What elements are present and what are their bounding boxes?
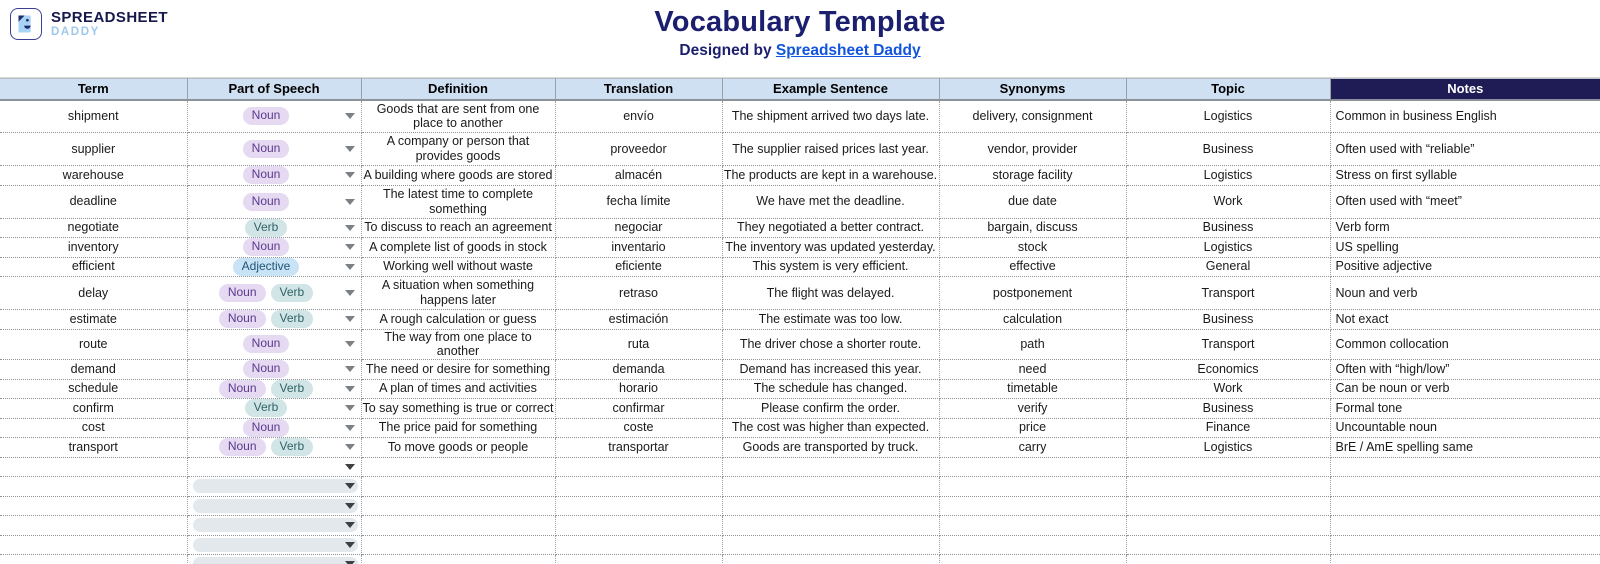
cell-synonyms[interactable]: timetable bbox=[939, 379, 1126, 399]
pos-chip: Adjective bbox=[233, 258, 300, 276]
chevron-down-icon[interactable] bbox=[345, 405, 355, 411]
table-row-empty[interactable] bbox=[0, 555, 1600, 564]
pos-chip-group bbox=[194, 438, 339, 456]
cell-sentence[interactable] bbox=[722, 516, 939, 536]
cell-synonyms[interactable]: bargain, discuss bbox=[939, 218, 1126, 238]
cell-sentence[interactable]: This system is very efficient. bbox=[722, 257, 939, 277]
cell-topic[interactable]: General bbox=[1126, 257, 1330, 277]
chevron-down-icon[interactable] bbox=[345, 264, 355, 270]
cell-term[interactable]: delay bbox=[0, 277, 187, 310]
cell-notes[interactable] bbox=[1330, 555, 1600, 564]
cell-sentence[interactable]: The schedule has changed. bbox=[722, 379, 939, 399]
cell-topic[interactable]: Work bbox=[1126, 185, 1330, 218]
cell-definition[interactable]: To say something is true or correct bbox=[361, 399, 555, 419]
cell-sentence[interactable]: They negotiated a better contract. bbox=[722, 218, 939, 238]
cell-part-of-speech[interactable] bbox=[187, 133, 361, 166]
cell-sentence[interactable]: The inventory was updated yesterday. bbox=[722, 238, 939, 258]
cell-sentence[interactable] bbox=[722, 457, 939, 477]
column-header-pos[interactable]: Part of Speech bbox=[187, 79, 361, 100]
column-header-term[interactable]: Term bbox=[0, 79, 187, 100]
cell-translation[interactable]: confirmar bbox=[555, 399, 722, 419]
pos-chip: Verb bbox=[245, 219, 288, 237]
pos-chip: Noun bbox=[243, 107, 290, 125]
cell-notes[interactable]: Uncountable noun bbox=[1330, 418, 1600, 438]
column-header-topic[interactable]: Topic bbox=[1126, 79, 1330, 100]
cell-sentence[interactable]: The estimate was too low. bbox=[722, 310, 939, 330]
pos-chip-group bbox=[194, 360, 339, 378]
pos-dropdown-placeholder[interactable] bbox=[193, 557, 358, 564]
cell-term[interactable] bbox=[0, 555, 187, 564]
cell-definition[interactable]: A complete list of goods in stock bbox=[361, 238, 555, 258]
cell-translation[interactable]: almacén bbox=[555, 166, 722, 186]
cell-term[interactable]: cost bbox=[0, 418, 187, 438]
table-row[interactable] bbox=[0, 133, 1600, 166]
cell-synonyms[interactable]: storage facility bbox=[939, 166, 1126, 186]
table-row[interactable] bbox=[0, 310, 1600, 330]
cell-definition[interactable]: To move goods or people bbox=[361, 438, 555, 458]
table-row-empty[interactable] bbox=[0, 457, 1600, 477]
cell-definition[interactable]: The need or desire for something bbox=[361, 360, 555, 380]
pos-chip-group bbox=[194, 419, 339, 437]
cell-notes[interactable]: US spelling bbox=[1330, 238, 1600, 258]
cell-synonyms[interactable]: verify bbox=[939, 399, 1126, 419]
cell-synonyms[interactable] bbox=[939, 457, 1126, 477]
cell-synonyms[interactable]: need bbox=[939, 360, 1126, 380]
cell-translation[interactable] bbox=[555, 516, 722, 536]
pos-chip-group bbox=[194, 219, 339, 237]
cell-term[interactable]: inventory bbox=[0, 238, 187, 258]
pos-chip-group bbox=[194, 107, 339, 125]
cell-part-of-speech[interactable] bbox=[187, 238, 361, 258]
table-row-empty[interactable] bbox=[0, 477, 1600, 497]
cell-definition[interactable]: The latest time to complete something bbox=[361, 185, 555, 218]
cell-definition[interactable]: The price paid for something bbox=[361, 418, 555, 438]
cell-term[interactable]: confirm bbox=[0, 399, 187, 419]
cell-topic[interactable]: Transport bbox=[1126, 277, 1330, 310]
cell-topic[interactable]: Economics bbox=[1126, 360, 1330, 380]
cell-sentence[interactable] bbox=[722, 477, 939, 497]
cell-part-of-speech[interactable] bbox=[187, 496, 361, 516]
pos-chip: Noun bbox=[243, 335, 290, 353]
cell-part-of-speech[interactable] bbox=[187, 100, 361, 133]
cell-notes[interactable]: BrE / AmE spelling same bbox=[1330, 438, 1600, 458]
pos-chip: Verb bbox=[271, 284, 314, 302]
cell-synonyms[interactable]: effective bbox=[939, 257, 1126, 277]
cell-part-of-speech[interactable] bbox=[187, 477, 361, 497]
cell-notes[interactable]: Can be noun or verb bbox=[1330, 379, 1600, 399]
pos-dropdown-placeholder[interactable] bbox=[193, 518, 358, 532]
cell-translation[interactable]: ruta bbox=[555, 329, 722, 360]
table-header-row bbox=[0, 79, 1600, 100]
cell-topic[interactable] bbox=[1126, 516, 1330, 536]
cell-term[interactable]: deadline bbox=[0, 185, 187, 218]
cell-topic[interactable]: Transport bbox=[1126, 329, 1330, 360]
chevron-down-icon[interactable] bbox=[345, 542, 355, 548]
pos-chip-group bbox=[194, 380, 339, 398]
cell-definition[interactable]: The way from one place to another bbox=[361, 329, 555, 360]
pos-chip-group bbox=[194, 310, 339, 328]
pos-chip: Noun bbox=[243, 360, 290, 378]
chevron-down-icon[interactable] bbox=[345, 316, 355, 322]
cell-synonyms[interactable] bbox=[939, 516, 1126, 536]
cell-term[interactable]: warehouse bbox=[0, 166, 187, 186]
table-row-empty[interactable] bbox=[0, 496, 1600, 516]
cell-term[interactable]: route bbox=[0, 329, 187, 360]
cell-sentence[interactable]: The flight was delayed. bbox=[722, 277, 939, 310]
pos-chip-group bbox=[194, 399, 339, 417]
table-row[interactable] bbox=[0, 277, 1600, 310]
table-body bbox=[0, 100, 1600, 564]
cell-part-of-speech[interactable] bbox=[187, 535, 361, 555]
cell-term[interactable]: efficient bbox=[0, 257, 187, 277]
cell-term[interactable]: demand bbox=[0, 360, 187, 380]
cell-notes[interactable]: Formal tone bbox=[1330, 399, 1600, 419]
table-row[interactable] bbox=[0, 218, 1600, 238]
chevron-down-icon[interactable] bbox=[345, 290, 355, 296]
cell-synonyms[interactable]: calculation bbox=[939, 310, 1126, 330]
pos-dropdown-placeholder[interactable] bbox=[193, 538, 358, 552]
cell-definition[interactable]: Working well without waste bbox=[361, 257, 555, 277]
cell-part-of-speech[interactable] bbox=[187, 257, 361, 277]
table-row-empty[interactable] bbox=[0, 516, 1600, 536]
cell-definition[interactable] bbox=[361, 535, 555, 555]
table-row[interactable] bbox=[0, 329, 1600, 360]
cell-translation[interactable] bbox=[555, 496, 722, 516]
table-row[interactable] bbox=[0, 166, 1600, 186]
cell-term[interactable]: transport bbox=[0, 438, 187, 458]
chevron-down-icon[interactable] bbox=[345, 425, 355, 431]
cell-topic[interactable] bbox=[1126, 535, 1330, 555]
cell-term[interactable] bbox=[0, 496, 187, 516]
table-row-empty[interactable] bbox=[0, 535, 1600, 555]
cell-sentence[interactable] bbox=[722, 535, 939, 555]
chevron-down-icon[interactable] bbox=[345, 522, 355, 528]
cell-topic[interactable] bbox=[1126, 496, 1330, 516]
chevron-down-icon[interactable] bbox=[345, 341, 355, 347]
pos-chip-group bbox=[194, 258, 339, 276]
pos-chip: Verb bbox=[271, 380, 314, 398]
table-row[interactable] bbox=[0, 185, 1600, 218]
cell-part-of-speech[interactable] bbox=[187, 277, 361, 310]
cell-term[interactable] bbox=[0, 457, 187, 477]
chevron-down-icon[interactable] bbox=[345, 366, 355, 372]
pos-chip-group bbox=[194, 140, 339, 158]
cell-sentence[interactable]: The driver chose a shorter route. bbox=[722, 329, 939, 360]
cell-translation[interactable]: eficiente bbox=[555, 257, 722, 277]
cell-term[interactable]: negotiate bbox=[0, 218, 187, 238]
table-row[interactable] bbox=[0, 360, 1600, 380]
cell-translation[interactable]: transportar bbox=[555, 438, 722, 458]
cell-sentence[interactable]: Demand has increased this year. bbox=[722, 360, 939, 380]
table-row[interactable] bbox=[0, 238, 1600, 258]
table-row[interactable] bbox=[0, 438, 1600, 458]
cell-definition[interactable]: A building where goods are stored bbox=[361, 166, 555, 186]
pos-dropdown-placeholder[interactable] bbox=[193, 499, 358, 513]
cell-sentence[interactable] bbox=[722, 496, 939, 516]
cell-part-of-speech[interactable] bbox=[187, 555, 361, 564]
chevron-down-icon[interactable] bbox=[345, 464, 355, 470]
chevron-down-icon[interactable] bbox=[345, 503, 355, 509]
cell-part-of-speech[interactable] bbox=[187, 329, 361, 360]
cell-topic[interactable] bbox=[1126, 457, 1330, 477]
pos-chip: Noun bbox=[243, 238, 290, 256]
table-row[interactable] bbox=[0, 418, 1600, 438]
cell-topic[interactable] bbox=[1126, 477, 1330, 497]
cell-synonyms[interactable]: vendor, provider bbox=[939, 133, 1126, 166]
pos-chip: Noun bbox=[219, 284, 266, 302]
cell-translation[interactable] bbox=[555, 535, 722, 555]
cell-translation[interactable]: negociar bbox=[555, 218, 722, 238]
cell-notes[interactable]: Often used with “meet” bbox=[1330, 185, 1600, 218]
table-row[interactable] bbox=[0, 379, 1600, 399]
column-header-translation[interactable]: Translation bbox=[555, 79, 722, 100]
column-header-notes[interactable]: Notes bbox=[1330, 79, 1600, 100]
cell-notes[interactable]: Stress on first syllable bbox=[1330, 166, 1600, 186]
cell-definition[interactable]: A company or person that provides goods bbox=[361, 133, 555, 166]
cell-term[interactable]: supplier bbox=[0, 133, 187, 166]
cell-sentence[interactable] bbox=[722, 555, 939, 564]
chevron-down-icon[interactable] bbox=[345, 444, 355, 450]
chevron-down-icon[interactable] bbox=[345, 225, 355, 231]
cell-part-of-speech[interactable] bbox=[187, 418, 361, 438]
cell-topic[interactable]: Finance bbox=[1126, 418, 1330, 438]
cell-notes[interactable]: Not exact bbox=[1330, 310, 1600, 330]
cell-topic[interactable]: Work bbox=[1126, 379, 1330, 399]
cell-translation[interactable]: estimación bbox=[555, 310, 722, 330]
pos-dropdown-placeholder[interactable] bbox=[193, 479, 358, 493]
cell-notes[interactable] bbox=[1330, 496, 1600, 516]
cell-definition[interactable] bbox=[361, 477, 555, 497]
cell-translation[interactable]: retraso bbox=[555, 277, 722, 310]
cell-topic[interactable]: Logistics bbox=[1126, 438, 1330, 458]
cell-topic[interactable]: Logistics bbox=[1126, 238, 1330, 258]
cell-synonyms[interactable]: path bbox=[939, 329, 1126, 360]
cell-sentence[interactable]: Please confirm the order. bbox=[722, 399, 939, 419]
cell-synonyms[interactable]: stock bbox=[939, 238, 1126, 258]
cell-part-of-speech[interactable] bbox=[187, 379, 361, 399]
pos-chip: Verb bbox=[245, 399, 288, 417]
cell-sentence[interactable]: The supplier raised prices last year. bbox=[722, 133, 939, 166]
cell-definition[interactable] bbox=[361, 516, 555, 536]
cell-notes[interactable]: Often with “high/low” bbox=[1330, 360, 1600, 380]
cell-notes[interactable]: Often used with “reliable” bbox=[1330, 133, 1600, 166]
pos-chip-group bbox=[194, 335, 339, 353]
cell-topic[interactable]: Business bbox=[1126, 218, 1330, 238]
cell-topic[interactable]: Business bbox=[1126, 310, 1330, 330]
table-row[interactable] bbox=[0, 399, 1600, 419]
cell-translation[interactable] bbox=[555, 457, 722, 477]
cell-term[interactable] bbox=[0, 535, 187, 555]
cell-translation[interactable]: inventario bbox=[555, 238, 722, 258]
chevron-down-icon[interactable] bbox=[345, 386, 355, 392]
cell-definition[interactable]: Goods that are sent from one place to another bbox=[361, 100, 555, 133]
pos-chip: Noun bbox=[219, 438, 266, 456]
cell-topic[interactable] bbox=[1126, 555, 1330, 564]
cell-synonyms[interactable]: carry bbox=[939, 438, 1126, 458]
cell-notes[interactable]: Common collocation bbox=[1330, 329, 1600, 360]
cell-translation[interactable]: coste bbox=[555, 418, 722, 438]
cell-part-of-speech[interactable] bbox=[187, 438, 361, 458]
cell-part-of-speech[interactable] bbox=[187, 360, 361, 380]
spreadsheet-daddy-link[interactable]: Spreadsheet Daddy bbox=[775, 42, 921, 60]
cell-term[interactable]: shipment bbox=[0, 100, 187, 133]
cell-topic[interactable]: Business bbox=[1126, 399, 1330, 419]
cell-translation[interactable]: fecha límite bbox=[555, 185, 722, 218]
column-header-definition[interactable]: Definition bbox=[361, 79, 555, 100]
cell-definition[interactable]: To discuss to reach an agreement bbox=[361, 218, 555, 238]
cell-part-of-speech[interactable] bbox=[187, 516, 361, 536]
pos-chip: Noun bbox=[243, 193, 290, 211]
cell-part-of-speech[interactable] bbox=[187, 185, 361, 218]
brand-name-primary: SPREADSHEET bbox=[51, 9, 168, 27]
cell-part-of-speech[interactable] bbox=[187, 166, 361, 186]
pos-chip: Noun bbox=[243, 140, 290, 158]
cell-definition[interactable] bbox=[361, 555, 555, 564]
chevron-down-icon[interactable] bbox=[345, 199, 355, 205]
cell-synonyms[interactable]: price bbox=[939, 418, 1126, 438]
cell-notes[interactable]: Positive adjective bbox=[1330, 257, 1600, 277]
cell-synonyms[interactable] bbox=[939, 555, 1126, 564]
cell-definition[interactable] bbox=[361, 457, 555, 477]
cell-part-of-speech[interactable] bbox=[187, 218, 361, 238]
pos-chip-group bbox=[194, 193, 339, 211]
column-header-synonyms[interactable]: Synonyms bbox=[939, 79, 1126, 100]
cell-notes[interactable] bbox=[1330, 535, 1600, 555]
cell-part-of-speech[interactable] bbox=[187, 457, 361, 477]
cell-synonyms[interactable]: delivery, consignment bbox=[939, 100, 1126, 133]
cell-synonyms[interactable]: postponement bbox=[939, 277, 1126, 310]
cell-synonyms[interactable] bbox=[939, 496, 1126, 516]
cell-notes[interactable] bbox=[1330, 457, 1600, 477]
pos-chip-group bbox=[194, 238, 339, 256]
cell-sentence[interactable]: Goods are transported by truck. bbox=[722, 438, 939, 458]
chevron-down-icon[interactable] bbox=[345, 146, 355, 152]
cell-translation[interactable]: demanda bbox=[555, 360, 722, 380]
cell-term[interactable]: schedule bbox=[0, 379, 187, 399]
cell-term[interactable]: estimate bbox=[0, 310, 187, 330]
pos-chip: Verb bbox=[271, 310, 314, 328]
cell-translation[interactable] bbox=[555, 555, 722, 564]
cell-topic[interactable]: Business bbox=[1126, 133, 1330, 166]
cell-definition[interactable]: A plan of times and activities bbox=[361, 379, 555, 399]
pos-chip: Noun bbox=[243, 166, 290, 184]
cell-translation[interactable]: horario bbox=[555, 379, 722, 399]
pos-chip: Noun bbox=[243, 419, 290, 437]
cell-part-of-speech[interactable] bbox=[187, 399, 361, 419]
cell-notes[interactable]: Noun and verb bbox=[1330, 277, 1600, 310]
cell-part-of-speech[interactable] bbox=[187, 310, 361, 330]
cell-sentence[interactable]: The cost was higher than expected. bbox=[722, 418, 939, 438]
page-title: Vocabulary Template bbox=[654, 6, 946, 38]
cell-topic[interactable]: Logistics bbox=[1126, 166, 1330, 186]
cell-definition[interactable] bbox=[361, 496, 555, 516]
chevron-down-icon[interactable] bbox=[345, 172, 355, 178]
cell-notes[interactable] bbox=[1330, 477, 1600, 497]
page-subtitle bbox=[0, 42, 1600, 60]
pos-chip: Noun bbox=[219, 310, 266, 328]
chevron-down-icon[interactable] bbox=[345, 244, 355, 250]
table-row[interactable] bbox=[0, 100, 1600, 133]
cell-definition[interactable]: A rough calculation or guess bbox=[361, 310, 555, 330]
cell-term[interactable] bbox=[0, 516, 187, 536]
cell-notes[interactable] bbox=[1330, 516, 1600, 536]
cell-sentence[interactable]: The shipment arrived two days late. bbox=[722, 100, 939, 133]
pos-chip: Verb bbox=[271, 438, 314, 456]
cell-translation[interactable] bbox=[555, 477, 722, 497]
title-block bbox=[0, 6, 1600, 60]
chevron-down-icon[interactable] bbox=[345, 113, 355, 119]
vocabulary-table bbox=[0, 78, 1600, 564]
pos-chip: Noun bbox=[219, 380, 266, 398]
cell-topic[interactable]: Logistics bbox=[1126, 100, 1330, 133]
cell-term[interactable] bbox=[0, 477, 187, 497]
brand-name-secondary: DADDY bbox=[51, 25, 100, 38]
cell-sentence[interactable]: The products are kept in a warehouse. bbox=[722, 166, 939, 186]
table-row[interactable] bbox=[0, 257, 1600, 277]
pos-chip-group bbox=[194, 166, 339, 184]
pos-chip-group bbox=[194, 284, 339, 302]
cell-notes[interactable]: Common in business English bbox=[1330, 100, 1600, 133]
chevron-down-icon[interactable] bbox=[345, 483, 355, 489]
cell-synonyms[interactable] bbox=[939, 477, 1126, 497]
cell-synonyms[interactable] bbox=[939, 535, 1126, 555]
column-header-sentence[interactable]: Example Sentence bbox=[722, 79, 939, 100]
cell-notes[interactable]: Verb form bbox=[1330, 218, 1600, 238]
cell-translation[interactable]: proveedor bbox=[555, 133, 722, 166]
page-header bbox=[0, 0, 1600, 78]
subtitle-prefix: Designed by bbox=[679, 42, 776, 60]
cell-sentence[interactable]: We have met the deadline. bbox=[722, 185, 939, 218]
cell-translation[interactable]: envío bbox=[555, 100, 722, 133]
cell-definition[interactable]: A situation when something happens later bbox=[361, 277, 555, 310]
cell-synonyms[interactable]: due date bbox=[939, 185, 1126, 218]
